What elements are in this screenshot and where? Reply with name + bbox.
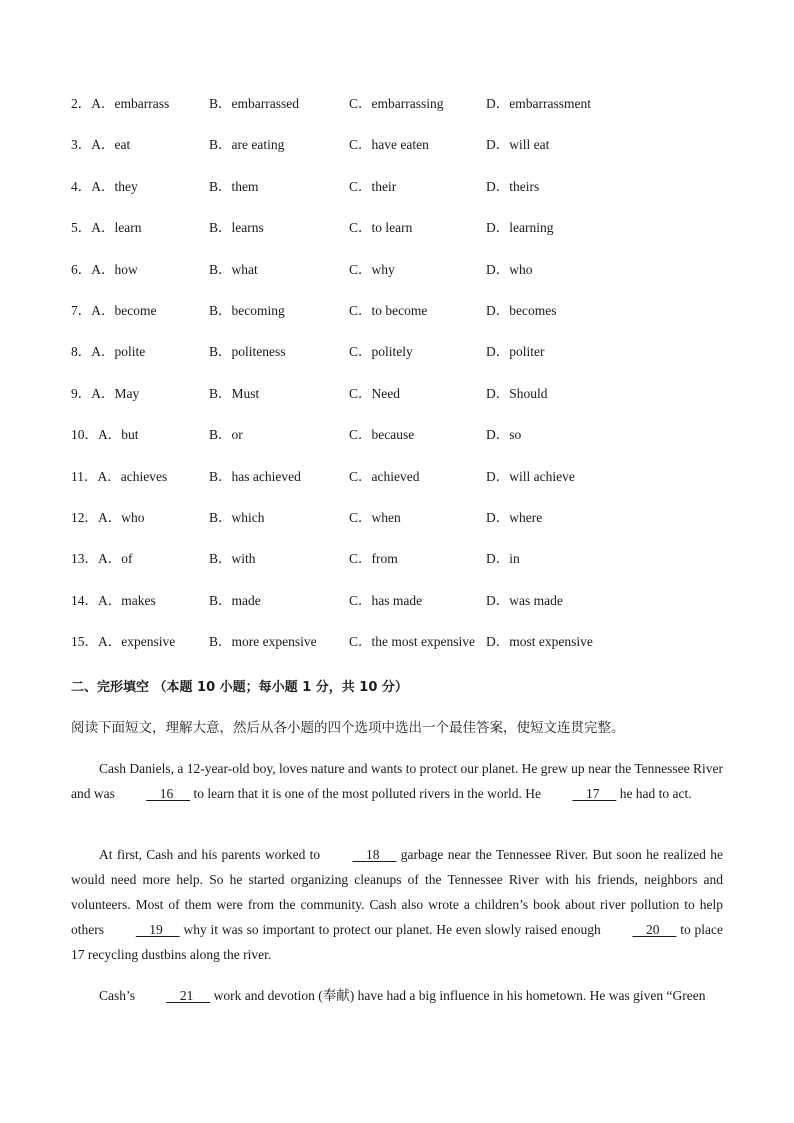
option-c: C．to learn [349,220,413,236]
option-d: D．embarrassment [486,96,591,111]
multiple-choice-list [71,94,731,673]
option-c: C．embarrassing [349,96,444,111]
question-row [71,135,731,176]
option-b: B．embarrassed [209,96,299,111]
passage-paragraph-3 [71,983,723,1008]
option-a: 9．A．May [71,385,140,401]
question-row [71,425,731,466]
option-a: 5．A．learn [71,220,142,236]
option-a: 14．A．makes [71,592,156,608]
passage-text: Cash’s [99,988,139,1003]
option-d: D．politer [486,344,545,360]
option-a: 13．A．of [71,551,133,567]
option-b: B．politeness [209,344,286,360]
passage-text: At first, Cash and his parents worked to [99,847,325,862]
option-c: C．to become [349,302,428,318]
option-d: D．where [486,509,543,525]
option-c: C．the most expensive [349,634,475,650]
option-d: D．will achieve [486,468,575,484]
option-b: B．are eating [209,137,285,153]
option-c: C．achieved [349,468,420,484]
option-d: D．who [486,261,533,277]
option-d: D．in [486,551,520,567]
option-b: B．them [209,178,259,194]
option-b: B．more expensive [209,634,317,650]
option-b: B．made [209,592,261,608]
option-b: B．or [209,427,243,443]
question-row [71,218,731,259]
question-row [71,94,731,135]
passage-text: garbage near the Tennessee River. But soon he realized he would need more help. So he started organizing cleanups of the Tennessee River with his friends, neighbors and volunteers. Most of them were from the community. Cash also wrote a children’s book about river pollution to help others [71,847,723,937]
option-a: 15．A．expensive [71,634,176,650]
option-a: 3．A．eat [71,137,131,153]
blank-21: 21 [166,988,211,1003]
option-a: 11．A．achieves [71,468,168,484]
option-d: D．learning [486,220,554,236]
question-row [71,301,731,342]
passage-text: to learn that it is one of the most polluted rivers in the world. He [190,786,545,801]
blank-18: 18 [352,847,397,862]
option-c: C．politely [349,344,413,360]
option-d: D．Should [486,385,548,401]
option-c: C．because [349,427,415,443]
passage-text: Cash Daniels, a 12-year-old boy, loves nature and wants to protect our planet. He grew up near the Tennessee River and was [71,761,723,801]
option-b: B．with [209,551,256,567]
question-row [71,342,731,383]
section-instructions: 阅读下面短文，理解大意，然后从各小题的四个选项中选出一个最佳答案，使短文连贯完整。 [71,720,625,736]
option-b: B．learns [209,220,264,236]
option-a: 12．A．who [71,509,145,525]
option-b: B．has achieved [209,468,301,484]
option-c: C．why [349,261,395,277]
option-a: 8．A．polite [71,344,146,360]
passage-text: to place 17 recycling dustbins along the river. [71,922,723,962]
blank-19: 19 [135,922,180,937]
question-row [71,632,731,673]
option-a: 4．A．they [71,178,138,194]
option-d: D．was made [486,592,563,608]
option-a: 2．A．embarrass [71,96,170,111]
question-row [71,508,731,549]
section-title: 二、完形填空 （本题 10 小题；每小题 1 分，共 10 分） [71,680,408,695]
passage-paragraph-1 [71,756,723,806]
passage-text: work and devotion (奉献) have had a big influence in his hometown. He was given “Green [210,988,706,1003]
question-row [71,549,731,590]
option-c: C．Need [349,385,400,401]
option-a: 6．A．how [71,261,138,277]
option-c: C．from [349,551,398,567]
option-c: C．have eaten [349,137,429,153]
option-d: D．will eat [486,137,550,153]
passage-text: he had to act. [616,786,692,801]
question-row [71,384,731,425]
question-row [71,467,731,508]
blank-16: 16 [146,786,191,801]
option-a: 10．A．but [71,427,139,443]
option-c: C．when [349,509,401,525]
option-d: D．becomes [486,302,557,318]
blank-17: 17 [572,786,617,801]
question-row [71,260,731,301]
option-b: B．becoming [209,302,285,318]
passage-text: why it was so important to protect our planet. He even slowly raised enough [179,922,605,937]
question-row [71,177,731,218]
question-row [71,591,731,632]
option-d: D．theirs [486,178,540,194]
option-a: 7．A．become [71,302,157,318]
option-b: B．what [209,261,258,277]
option-b: B．Must [209,385,260,401]
option-b: B．which [209,509,265,525]
option-c: C．has made [349,592,423,608]
option-d: D．most expensive [486,634,593,650]
option-c: C．their [349,178,397,194]
option-d: D．so [486,427,522,443]
passage-paragraph-2 [71,842,723,967]
blank-20: 20 [632,922,677,937]
